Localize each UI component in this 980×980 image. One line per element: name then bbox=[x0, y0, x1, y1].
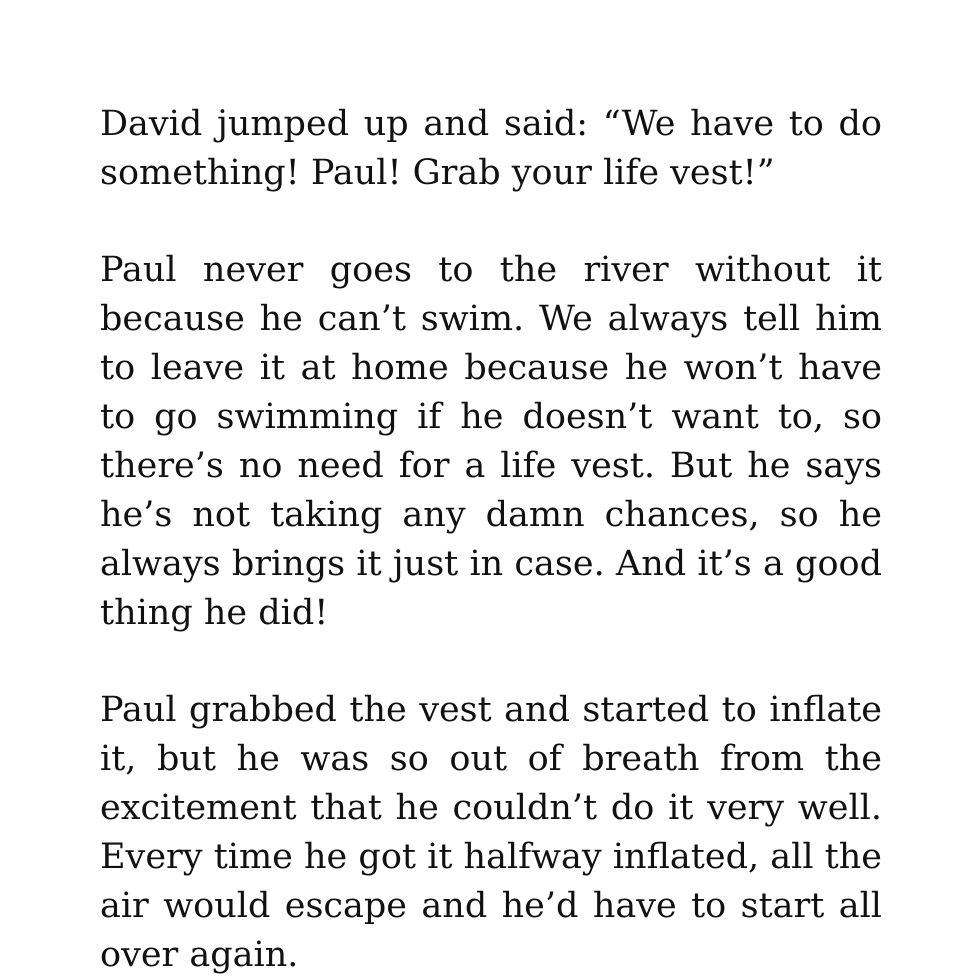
story-text bbox=[100, 100, 882, 980]
paragraph-david-jumped-up: David jumped up and said: “We have to do something! Paul! Grab your life vest!” bbox=[100, 104, 882, 193]
paragraph-paul-never-goes: Paul never goes to the river without it because he can’t swim. We always tell him to leave it at home because he won’t have to go swimming if he doesn’t want to, so there’s no need for a life vest. But he says he’s not taking any damn chances, so he always brings it just in case. And it’s a good thing he did! bbox=[100, 250, 882, 633]
paragraph-paul-grabbed-vest: Paul grabbed the vest and started to inflate it, but he was so out of breath from the excitement that he couldn’t do it very well. Every time he got it halfway inflated, all the air would escape and he’d have to start all over again. bbox=[100, 690, 882, 975]
